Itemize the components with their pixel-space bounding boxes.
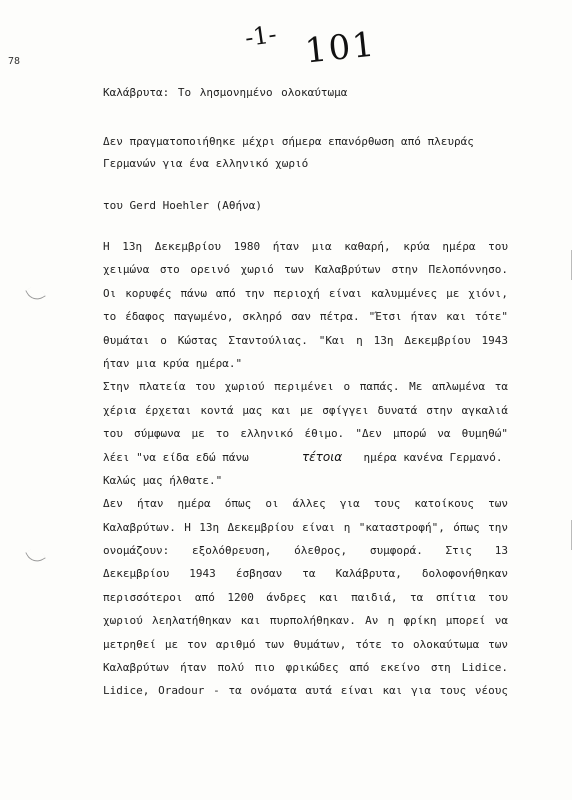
body-line: Καλαβρύτων. Η 13η Δεκεμβρίου είναι η "καταστροφή", όπως την [103, 520, 508, 534]
body-line: Η 13η Δεκεμβρίου 1980 ήταν μια καθαρή, κρύα ημέρα του [103, 240, 508, 253]
punch-hole-mark [25, 545, 45, 565]
body-line-end: ημέρα κανένα Γερμανό. [363, 450, 503, 464]
body-line: του σύμφωνα με το ελληνικό έθιμο. "Δεν μπορώ να θυμηθώ" [103, 427, 508, 441]
punch-hole-mark [25, 283, 45, 303]
article-body [103, 235, 508, 703]
body-line: χωριού λεηλατήθηκαν και πυρπολήθηκαν. Αν η φρίκη μπορεί να [103, 614, 508, 628]
article-title: Καλάβρυτα: Το λησμονημένο ολοκαύτωμα [103, 86, 348, 99]
body-line: Δεκεμβρίου 1943 έσβησαν τα Καλάβρυτα, δολοφονήθηκαν [103, 567, 508, 581]
edge-mark [565, 250, 572, 280]
body-line-start: λέει "να είδα εδώ πάνω [103, 450, 249, 464]
body-line: το έδαφος παγωμένο, σκληρό σαν πέτρα. "Έτσι ήταν και τότε" [103, 310, 508, 324]
body-line-with-insert [103, 446, 508, 469]
edge-mark [565, 520, 572, 550]
body-line: Οι κορυφές πάνω από την περιοχή είναι καλυμμένες με χιόνι, [103, 286, 508, 300]
subtitle-line: Γερμανών για ένα ελληνικό χωριό [103, 157, 309, 170]
inserted-word: τέτοια [301, 449, 343, 464]
article-subtitle [103, 131, 474, 175]
body-line: ονομάζουν: εξολόθρευση, όλεθρος, συμφορά. Στις 13 [103, 544, 508, 558]
body-line: θυμάται ο Κώστας Σταντούλιας. "Και η 13η Δεκεμβρίου 1943 [103, 333, 508, 347]
body-line: μετρηθεί με τον αριθμό των θυμάτων, τότε το ολοκαύτωμα των [103, 637, 508, 651]
body-line: Καλώς μας ήλθατε." [103, 473, 223, 487]
author-byline: του Gerd Hoehler (Αθήνα) [103, 199, 262, 212]
body-line: Στην πλατεία του χωριού περιμένει ο παπάς. Με απλωμένα τα [103, 380, 508, 394]
body-line: Δεν ήταν ημέρα όπως οι άλλες για τους κατοίκους των [103, 497, 508, 511]
body-line: Lidice, Oradour - τα ονόματα αυτά είναι και για τους νέους [103, 684, 508, 698]
body-line: περισσότεροι από 1200 άνδρες και παιδιά, τα σπίτια του [103, 590, 508, 604]
page-number: 78 [8, 56, 21, 67]
body-line: χειμώνα στο ορεινό χωριό των Καλαβρύτων στην Πελοπόννησο. [103, 263, 508, 277]
body-line: χέρια έρχεται κοντά μας και με σφίγγει δυνατά στην αγκαλιά [103, 403, 508, 417]
body-line: Καλαβρύτων ήταν πολύ πιο φρικώδες από εκείνο στη Lidice. [103, 661, 508, 675]
handwritten-mark: -1- [243, 19, 279, 53]
handwritten-page-number: 101 [303, 24, 378, 72]
subtitle-line: Δεν πραγματοποιήθηκε μέχρι σήμερα επανόρθωση από πλευράς [103, 135, 474, 148]
body-line: ήταν μια κρύα ημέρα." [103, 356, 243, 370]
